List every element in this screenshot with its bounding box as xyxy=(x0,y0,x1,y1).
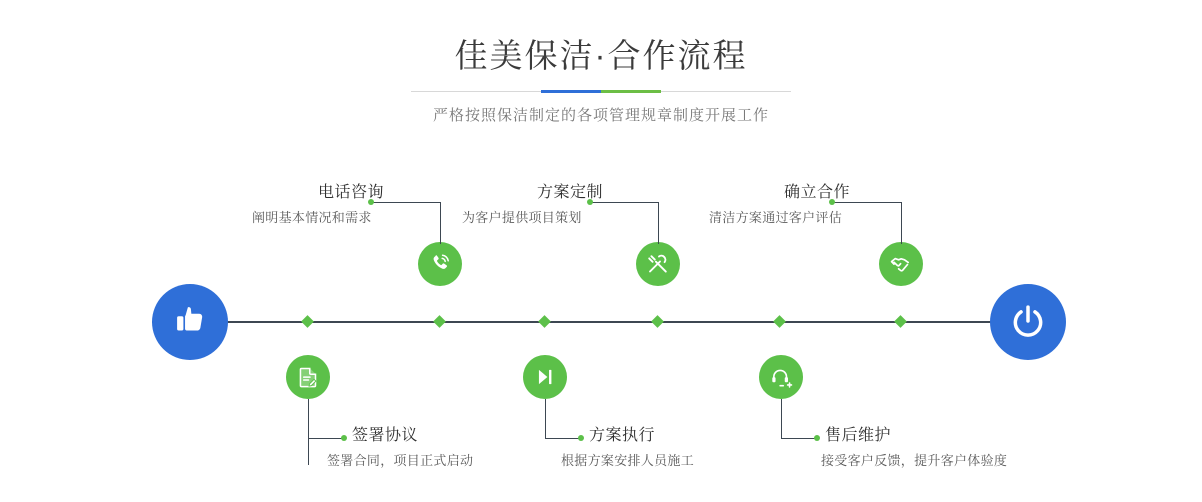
rail-node xyxy=(894,315,907,328)
step-label-5 xyxy=(709,183,850,227)
support-agent-icon xyxy=(770,366,793,389)
step-title-6: 售后维护 xyxy=(825,427,892,444)
step-title-2: 签署协议 xyxy=(352,427,419,444)
connector-line xyxy=(658,202,659,244)
step-icon-1 xyxy=(418,242,462,286)
step-desc-1: 阐明基本情况和需求 xyxy=(252,210,372,225)
connector-line xyxy=(308,438,344,439)
connector-dot xyxy=(578,435,584,441)
divider-accent-green xyxy=(601,90,661,93)
handshake-icon xyxy=(889,252,913,276)
phone-call-icon xyxy=(428,252,452,276)
connector-line xyxy=(440,202,441,244)
step-title-3: 方案定制 xyxy=(537,184,604,201)
page-header xyxy=(0,34,1202,125)
step-icon-5 xyxy=(879,242,923,286)
connector-line xyxy=(308,399,309,465)
flow-end-node xyxy=(990,284,1066,360)
step-desc-3: 为客户提供项目策划 xyxy=(462,210,582,225)
step-icon-2 xyxy=(286,355,330,399)
page-title: 佳美保洁·合作流程 xyxy=(454,37,748,74)
step-icon-6 xyxy=(759,355,803,399)
power-icon xyxy=(1009,303,1047,341)
process-flow xyxy=(0,150,1202,502)
step-title-5: 确立合作 xyxy=(784,184,851,201)
tools-icon xyxy=(646,252,670,276)
step-desc-2: 签署合同，项目正式启动 xyxy=(327,453,474,468)
connector-line xyxy=(781,438,817,439)
step-desc-5: 清洁方案通过客户评估 xyxy=(709,210,843,225)
connector-line xyxy=(781,399,782,438)
step-icon-4 xyxy=(523,355,567,399)
step-label-3 xyxy=(462,183,603,227)
thumbs-up-icon xyxy=(172,304,208,340)
connector-dot xyxy=(814,435,820,441)
connector-dot xyxy=(341,435,347,441)
step-label-2 xyxy=(327,426,474,470)
rail-node xyxy=(773,315,786,328)
step-title-1: 电话咨询 xyxy=(318,184,385,201)
connector-line xyxy=(545,438,581,439)
step-icon-3 xyxy=(636,242,680,286)
flow-start-node xyxy=(152,284,228,360)
step-label-6 xyxy=(821,426,1008,470)
rail-node xyxy=(651,315,664,328)
step-label-1 xyxy=(252,183,384,227)
page-subtitle: 严格按照保洁制定的各项管理规章制度开展工作 xyxy=(432,107,769,124)
step-desc-6: 接受客户反馈，提升客户体验度 xyxy=(821,453,1008,468)
rail-node xyxy=(433,315,446,328)
title-divider xyxy=(411,90,791,93)
flow-rail xyxy=(152,321,1052,323)
step-desc-4: 根据方案安排人员施工 xyxy=(561,453,695,468)
step-label-4 xyxy=(561,426,695,470)
connector-line xyxy=(545,399,546,438)
connector-line xyxy=(901,202,902,244)
step-title-4: 方案执行 xyxy=(589,427,656,444)
rail-node xyxy=(538,315,551,328)
divider-accent-blue xyxy=(541,90,601,93)
rail-node xyxy=(301,315,314,328)
document-edit-icon xyxy=(297,366,320,389)
play-forward-icon xyxy=(534,366,556,388)
